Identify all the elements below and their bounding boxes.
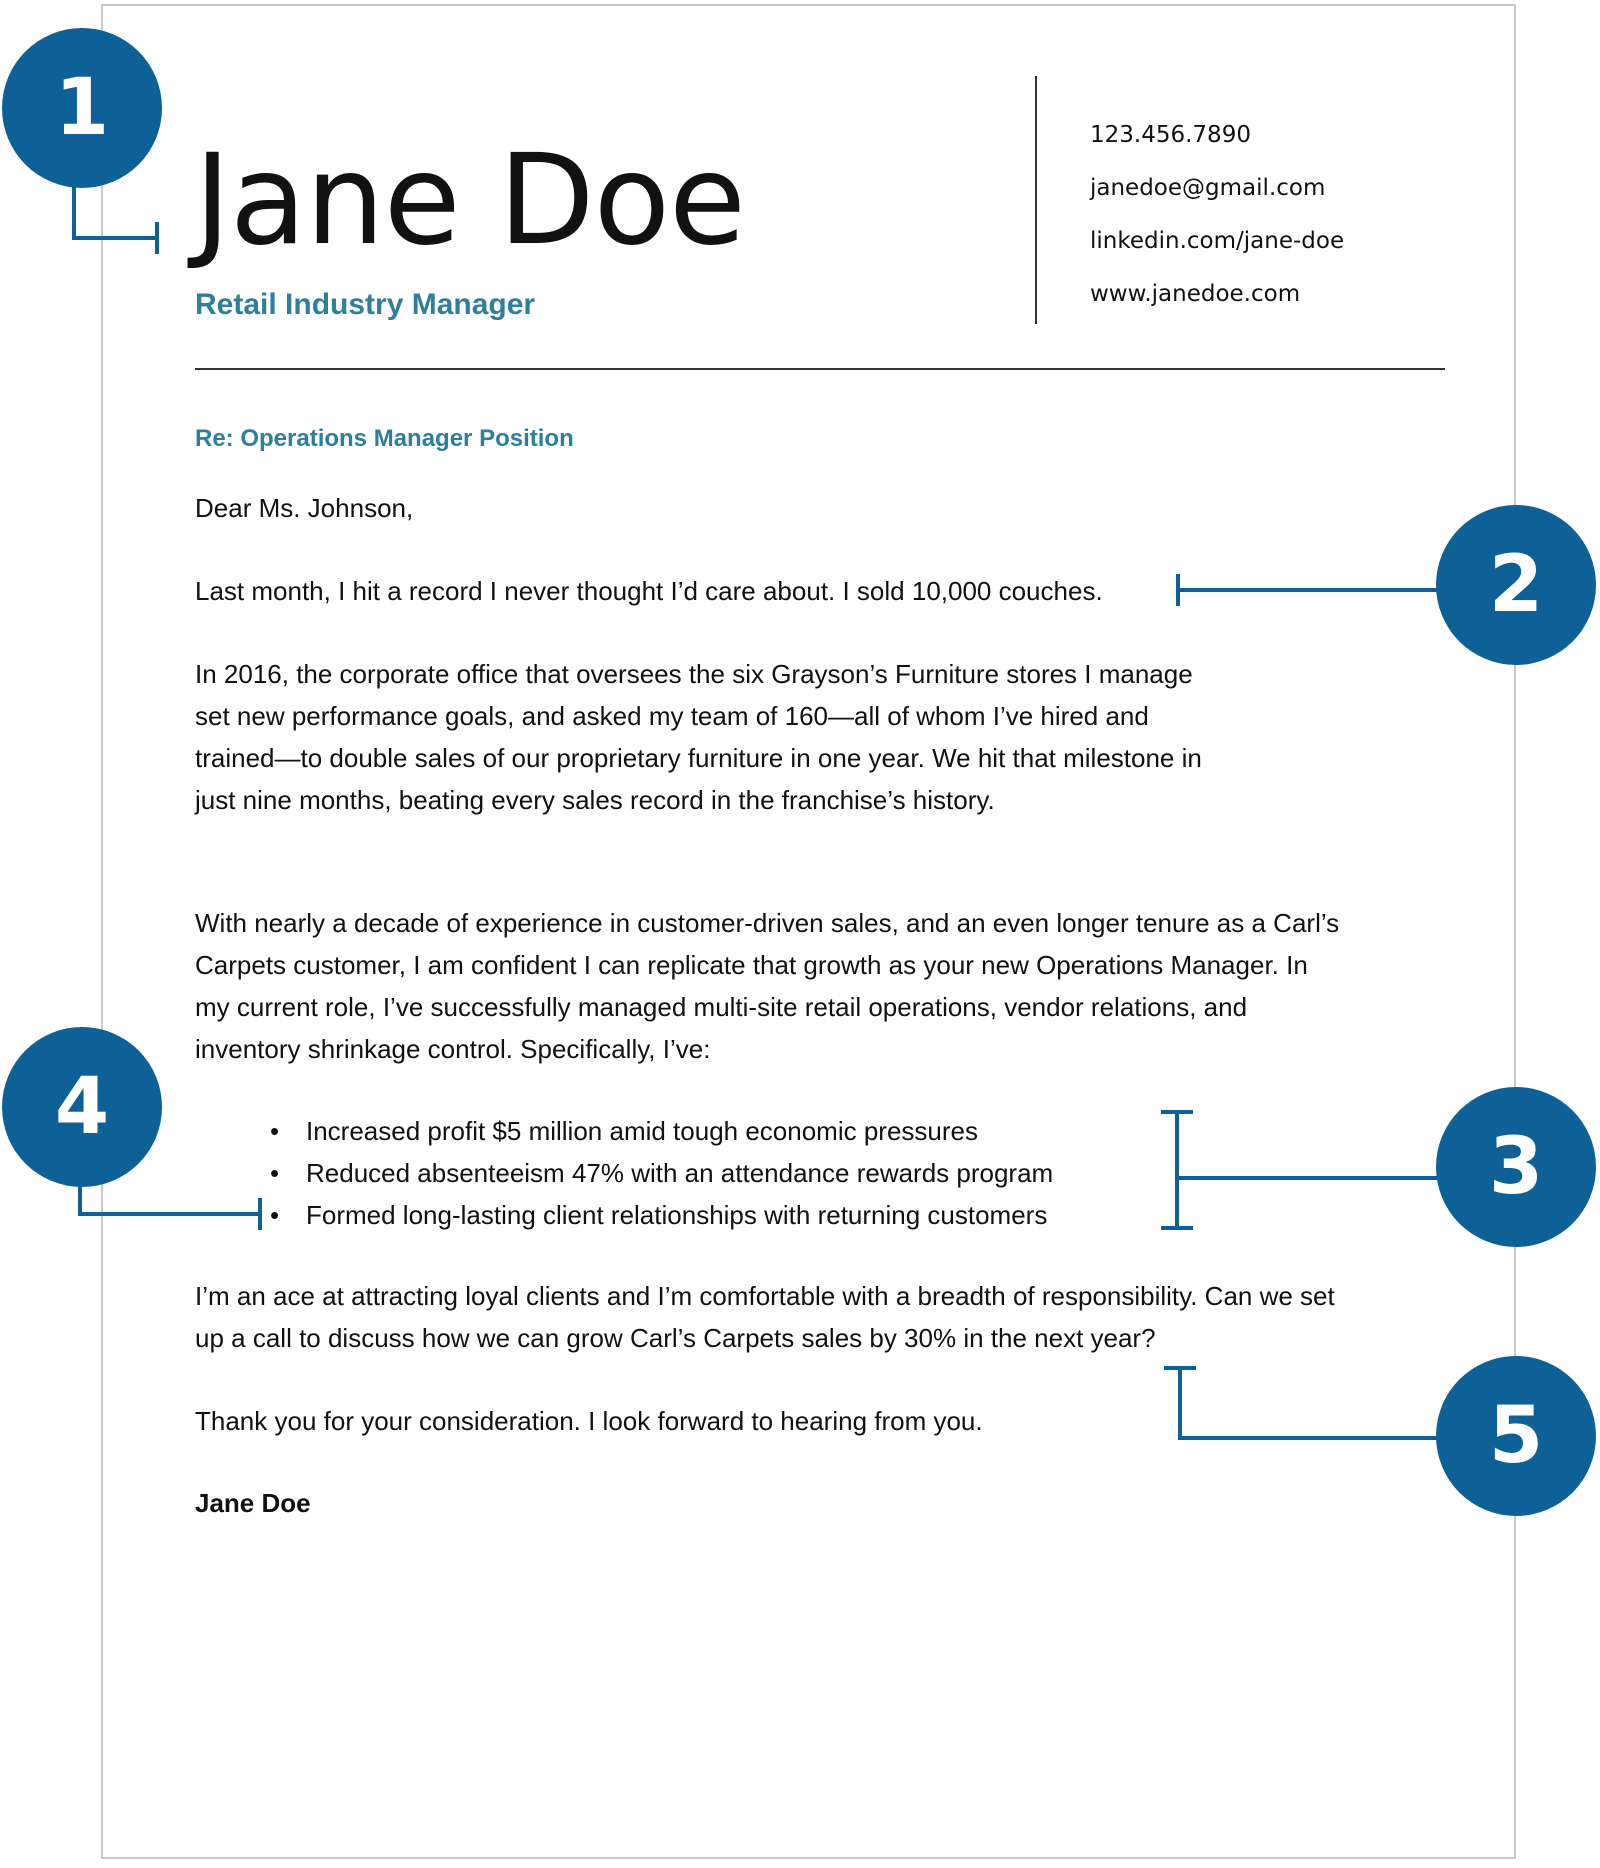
callout-badge-1: 1	[2, 28, 162, 188]
achievement-item: • Increased profit $5 million amid tough economic pressures	[270, 1110, 1053, 1152]
signature: Jane Doe	[195, 1488, 311, 1518]
thanks-line: Thank you for your consideration. I look forward to hearing from you.	[195, 1406, 983, 1436]
callout-badge-2: 2	[1436, 505, 1596, 665]
contact-email: janedoe@gmail.com	[1090, 175, 1326, 201]
paragraph-closing: I’m an ace at attracting loyal clients and I’m comfortable with a breadth of responsibility. Can we set up a call to discuss how we can grow Carl’s Carpets sales by 30% in the next year?	[195, 1281, 1335, 1353]
paragraph-story: In 2016, the corporate office that oversees the six Grayson’s Furniture stores I manage set new performance goals, and asked my team of 160—all of whom I’ve hired and trained—to double sales of our proprietary furniture in one year. We hit that milestone in just nine months, beating every sales record in the franchise’s history.	[195, 659, 1202, 815]
subject-line: Re: Operations Manager Position	[195, 425, 574, 452]
applicant-title: Retail Industry Manager	[195, 288, 536, 321]
achievement-item: • Reduced absenteeism 47% with an attendance rewards program	[270, 1152, 1053, 1194]
paragraph-hook: Last month, I hit a record I never thought I’d care about. I sold 10,000 couches.	[195, 576, 1103, 606]
paragraph-experience: With nearly a decade of experience in customer-driven sales, and an even longer tenure as a Carl’s Carpets customer, I am confident I can replicate that growth as your new Operations Manager. In my current role, I’ve successfully managed multi-site retail operations, vendor relations, and inventory shrinkage control. Specifically, I’ve:	[195, 908, 1340, 1064]
callout-5-connector	[1180, 1368, 1440, 1438]
contact-linkedin: linkedin.com/jane-doe	[1090, 228, 1345, 254]
applicant-name: Jane Doe	[194, 128, 745, 273]
callout-badge-5: 5	[1436, 1356, 1596, 1516]
callout-1-connector	[74, 186, 155, 238]
achievement-item: • Formed long-lasting client relationships with returning customers	[270, 1194, 1053, 1236]
callout-4-connector	[80, 1180, 258, 1214]
contact-website: www.janedoe.com	[1090, 281, 1301, 307]
contact-phone: 123.456.7890	[1090, 122, 1251, 148]
greeting: Dear Ms. Johnson,	[195, 493, 414, 523]
callout-badge-4: 4	[2, 1027, 162, 1187]
callout-badge-3: 3	[1436, 1087, 1596, 1247]
